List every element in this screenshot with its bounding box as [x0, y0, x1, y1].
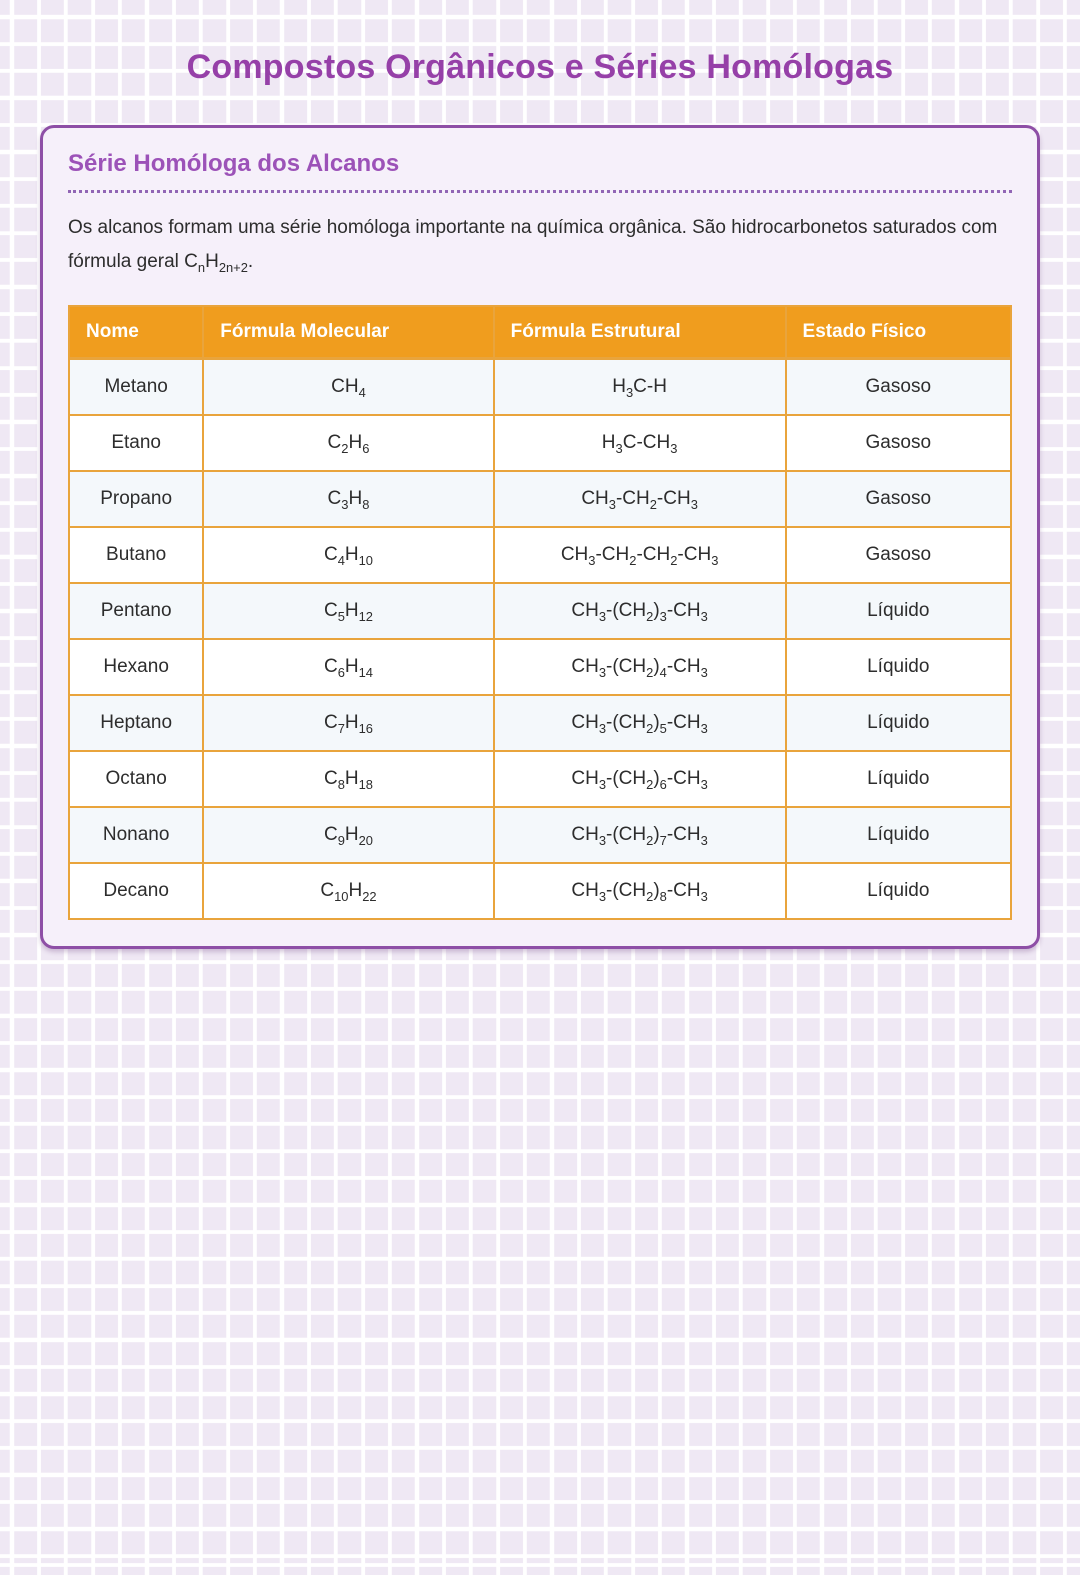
header-row — [69, 306, 1011, 359]
section-heading: Série Homóloga dos Alcanos — [68, 150, 1012, 193]
table-row — [69, 751, 1011, 807]
content-card — [40, 125, 1040, 949]
table-cell: $CH_3-(CH_2)_6-CH_3$ — [494, 751, 786, 807]
table-row — [69, 583, 1011, 639]
table-cell: $CH_3-(CH_2)_3-CH_3$ — [494, 583, 786, 639]
page-background — [0, 48, 1080, 1575]
table-cell: $C_8H_{18}$ — [203, 751, 493, 807]
alkanes-table — [68, 305, 1012, 920]
table-cell: Etano — [69, 415, 203, 471]
table-cell: Líquido — [786, 863, 1011, 919]
table-cell: Líquido — [786, 583, 1011, 639]
page-title: Compostos Orgânicos e Séries Homólogas — [186, 48, 894, 86]
table-cell: $CH_3-(CH_2)_7-CH_3$ — [494, 807, 786, 863]
table-row — [69, 695, 1011, 751]
table-cell: Líquido — [786, 639, 1011, 695]
table-cell: $C_6H_{14}$ — [203, 639, 493, 695]
table-cell: $H_3C-CH_3$ — [494, 415, 786, 471]
table-cell: $CH_3-CH_2-CH_3$ — [494, 471, 786, 527]
table-cell: Hexano — [69, 639, 203, 695]
column-header: Fórmula Molecular — [203, 306, 493, 359]
table-cell: Gasoso — [786, 415, 1011, 471]
table-cell: Metano — [69, 359, 203, 416]
table-cell: Propano — [69, 471, 203, 527]
table-cell: Gasoso — [786, 471, 1011, 527]
table-cell: Líquido — [786, 751, 1011, 807]
table-cell: $CH_3-CH_2-CH_2-CH_3$ — [494, 527, 786, 583]
table-cell: $C_7H_{16}$ — [203, 695, 493, 751]
table-cell: $C_9H_{20}$ — [203, 807, 493, 863]
table-cell: $CH_4$ — [203, 359, 493, 416]
table-row — [69, 527, 1011, 583]
table-cell: $C_2H_6$ — [203, 415, 493, 471]
table-row — [69, 863, 1011, 919]
table-row — [69, 415, 1011, 471]
alkanes-table-body — [69, 359, 1011, 920]
table-cell: $H_3C-H$ — [494, 359, 786, 416]
table-row — [69, 471, 1011, 527]
table-cell: Nonano — [69, 807, 203, 863]
table-row — [69, 807, 1011, 863]
table-cell: $C_4H_{10}$ — [203, 527, 493, 583]
table-cell: Líquido — [786, 695, 1011, 751]
table-cell: Gasoso — [786, 527, 1011, 583]
table-cell: Pentano — [69, 583, 203, 639]
table-cell: $C_3H_8$ — [203, 471, 493, 527]
table-cell: $C_5H_{12}$ — [203, 583, 493, 639]
column-header: Estado Físico — [786, 306, 1011, 359]
alkanes-table-header — [69, 306, 1011, 359]
table-cell: $C_{10}H_{22}$ — [203, 863, 493, 919]
intro-paragraph: Os alcanos formam uma série homóloga importante na química orgânica. São hidrocarbonetos saturados com fórmula geral $C_nH_{2n+2}$. — [68, 217, 998, 275]
table-cell: Gasoso — [786, 359, 1011, 416]
table-cell: Butano — [69, 527, 203, 583]
table-cell: Decano — [69, 863, 203, 919]
table-cell: Octano — [69, 751, 203, 807]
table-cell: Heptano — [69, 695, 203, 751]
table-cell: $CH_3-(CH_2)_4-CH_3$ — [494, 639, 786, 695]
table-row — [69, 359, 1011, 416]
table-cell: Líquido — [786, 807, 1011, 863]
column-header: Fórmula Estrutural — [494, 306, 786, 359]
table-cell: $CH_3-(CH_2)_8-CH_3$ — [494, 863, 786, 919]
column-header: Nome — [69, 306, 203, 359]
table-row — [69, 639, 1011, 695]
table-cell: $CH_3-(CH_2)_5-CH_3$ — [494, 695, 786, 751]
